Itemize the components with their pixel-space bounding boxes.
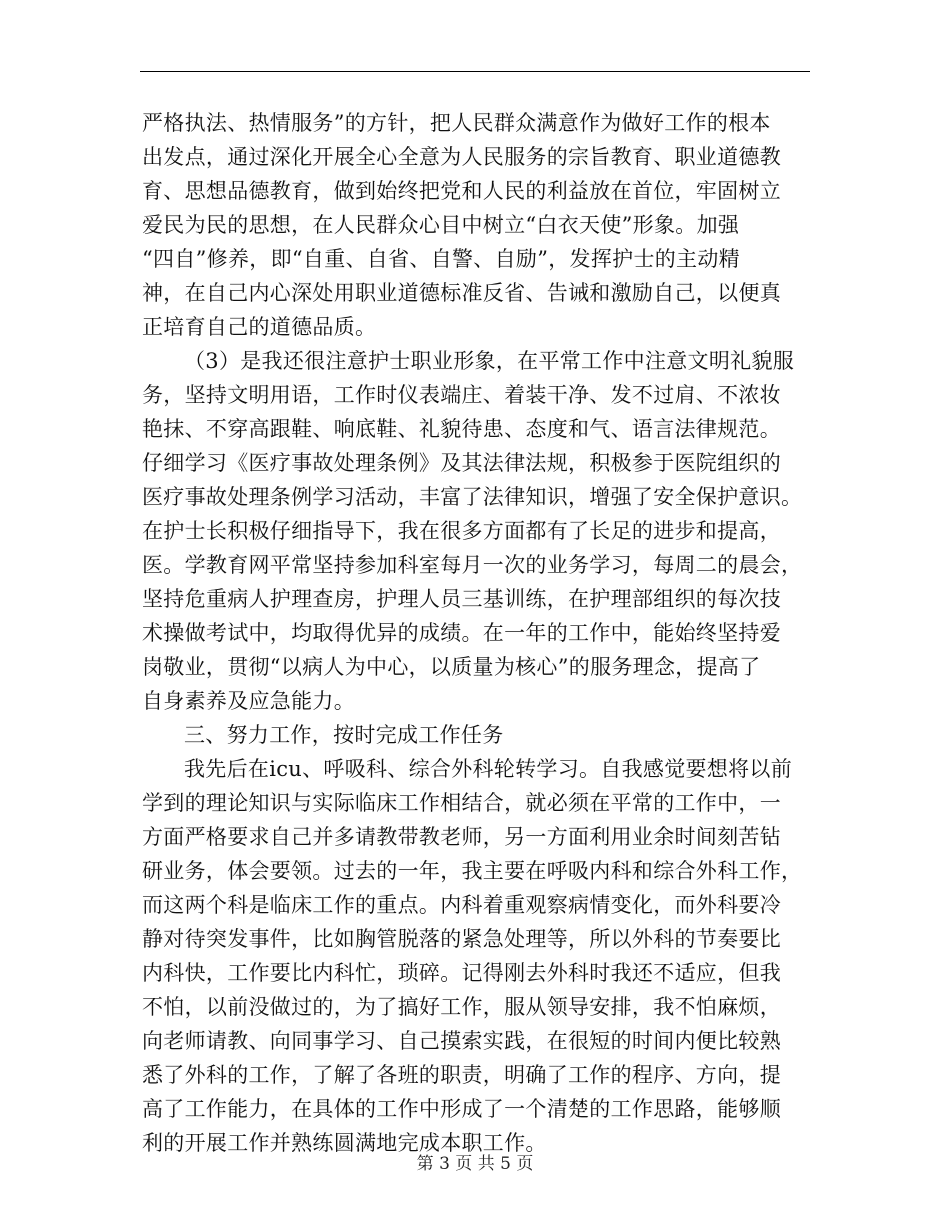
body-line: 神，在自己内心深处用职业道德标准反省、告诫和激励自己，以便真 [142, 281, 781, 305]
body-line: 在护士长积极仔细指导下，我在很多方面都有了长足的进步和提高， [142, 519, 781, 543]
body-line: 术操做考试中，均取得优异的成绩。在一年的工作中，能始终坚持爱 [142, 621, 781, 645]
body-line: 正培育自己的道德品质。 [142, 315, 377, 339]
page-number-footer: 第 3 页 共 5 页 [416, 1154, 534, 1174]
body-line: 悉了外科的工作，了解了各班的职责，明确了工作的程序、方向，提 [142, 1063, 781, 1087]
body-line: 仔细学习《医疗事故处理条例》及其法律法规，积极参于医院组织的 [142, 451, 781, 475]
body-line: 高了工作能力，在具体的工作中形成了一个清楚的工作思路，能够顺 [142, 1097, 781, 1121]
body-line: 坚持危重病人护理查房，护理人员三基训练，在护理部组织的每次技 [142, 587, 781, 611]
body-line: 务，坚持文明用语，工作时仪表端庄、着装干净、发不过肩、不浓妆 [142, 383, 781, 407]
body-line: 内科快，工作要比内科忙，琐碎。记得刚去外科时我还不适应，但我 [142, 961, 781, 985]
header-rule [140, 71, 810, 72]
body-line: 方面严格要求自己并多请教带教老师，另一方面利用业余时间刻苦钻 [142, 825, 781, 849]
body-line: 静对待突发事件，比如胸管脱落的紧急处理等，所以外科的节奏要比 [142, 927, 781, 951]
body-line: 学到的理论知识与实际临床工作相结合，就必须在平常的工作中，一 [142, 791, 781, 815]
body-line: 不怕，以前没做过的，为了搞好工作，服从领导安排，我不怕麻烦， [142, 995, 781, 1019]
body-line: “四自”修养，即“自重、自省、自警、自励”，发挥护士的主动精 [142, 247, 740, 271]
body-line: 医疗事故处理条例学习活动，丰富了法律知识，增强了安全保护意识。 [142, 485, 803, 509]
body-line: 研业务，体会要领。过去的一年，我主要在呼吸内科和综合外科工作， [142, 859, 803, 883]
body-line: 自身素养及应急能力。 [142, 689, 355, 713]
body-line: 向老师请教、向同事学习、自己摸索实践，在很短的时间内便比较熟 [142, 1029, 781, 1053]
paragraph-start-line: （3）是我还很注意护士职业形象，在平常工作中注意文明礼貌服 [184, 349, 795, 373]
paragraph-start-line: 我先后在icu、呼吸科、综合外科轮转学习。自我感觉要想将以前 [184, 757, 792, 781]
body-line: 医。学教育网平常坚持参加科室每月一次的业务学习，每周二的晨会， [142, 553, 803, 577]
body-line: 育、思想品德教育，做到始终把党和人民的利益放在首位，牢固树立 [142, 179, 781, 203]
body-line: 利的开展工作并熟练圆满地完成本职工作。 [142, 1131, 547, 1155]
body-line: 而这两个科是临床工作的重点。内科着重观察病情变化，而外科要冷 [142, 893, 781, 917]
body-line: 严格执法、热情服务”的方针，把人民群众满意作为做好工作的根本 [142, 111, 771, 135]
body-line: 爱民为民的思想，在人民群众心目中树立“白衣天使”形象。加强 [142, 213, 740, 237]
body-line: 艳抹、不穿高跟鞋、响底鞋、礼貌待患、态度和气、语言法律规范。 [142, 417, 781, 441]
section-heading: 三、努力工作，按时完成工作任务 [184, 723, 504, 747]
body-line: 岗敬业，贯彻“以病人为中心，以质量为核心”的服务理念，提高了 [142, 655, 761, 679]
body-line: 出发点，通过深化开展全心全意为人民服务的宗旨教育、职业道德教 [142, 145, 781, 169]
document-body [142, 106, 822, 1160]
